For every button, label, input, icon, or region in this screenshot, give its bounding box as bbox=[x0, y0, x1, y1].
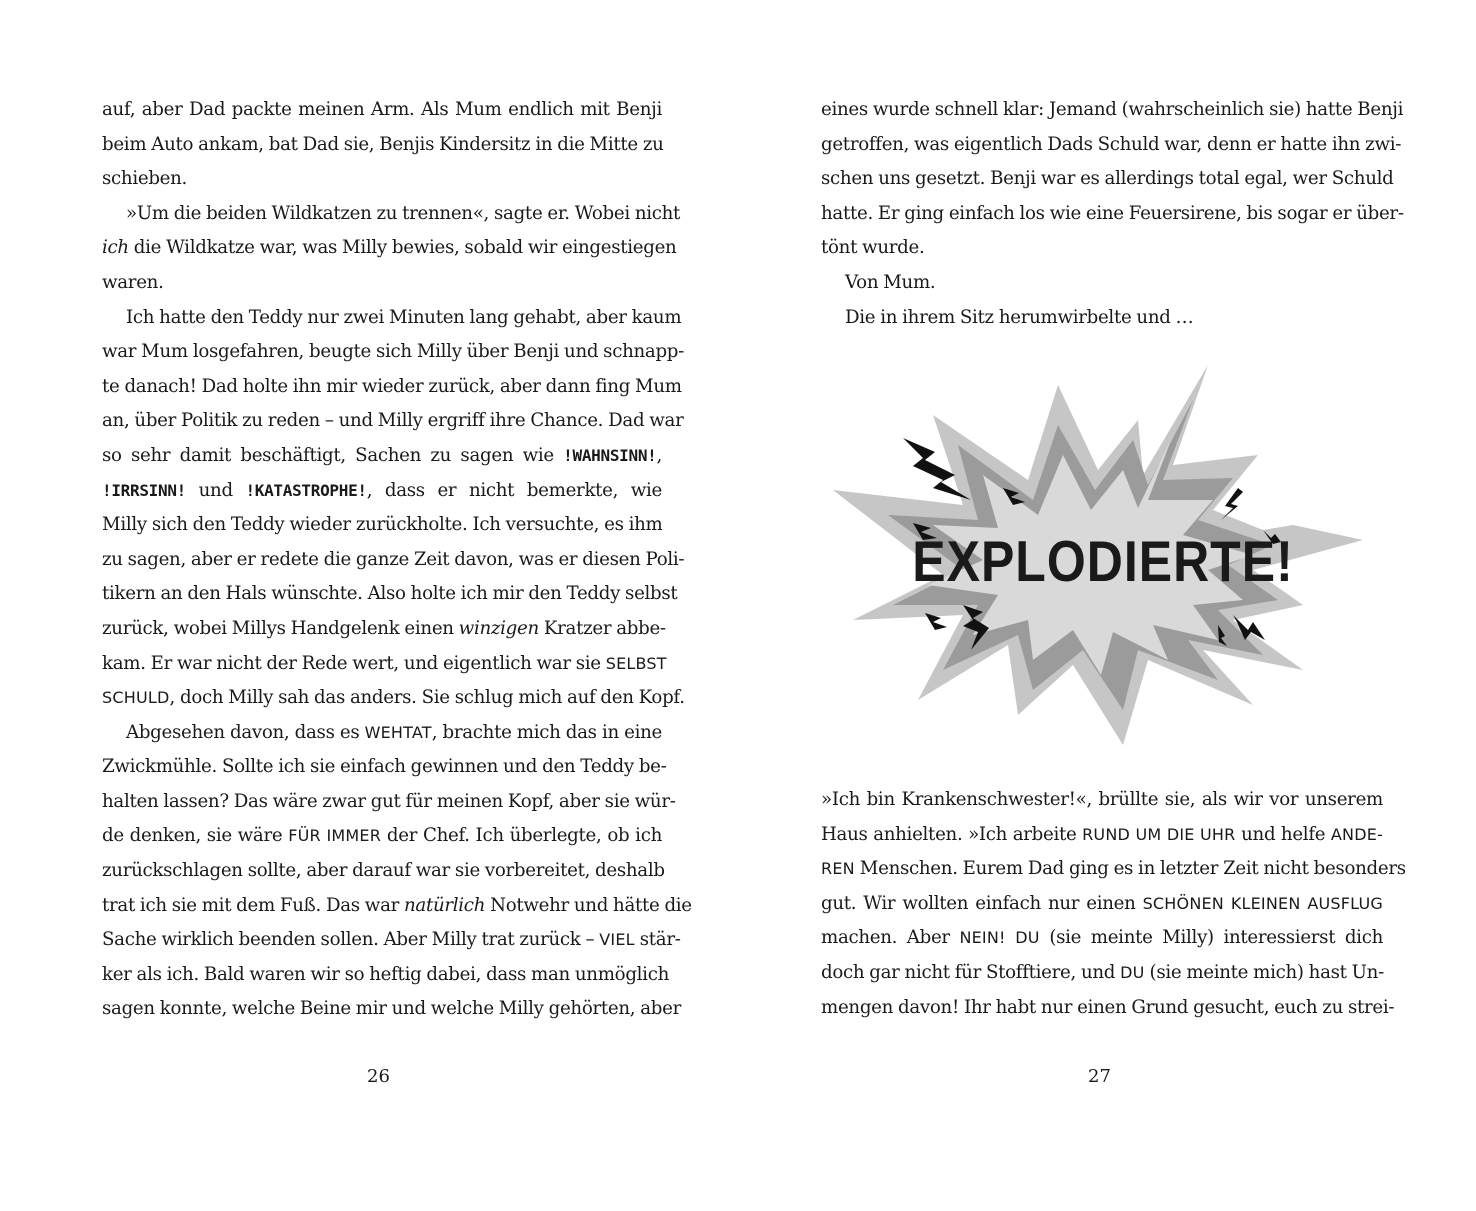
text-line: Sache wirklich beenden sollen. Aber Milly trat zurück – VIEL stär- bbox=[102, 929, 681, 951]
text-line: Abgesehen davon, dass es WEHTAT, brachte mich das in eine bbox=[126, 721, 662, 743]
text-line: zu sagen, aber er redete die ganze Zeit davon, was er diesen Poli- bbox=[102, 548, 685, 570]
text-line: beim Auto ankam, bat Dad sie, Benjis Kindersitz in die Mitte zu bbox=[102, 133, 664, 155]
text-line: Die in ihrem Sitz herumwirbelte und … bbox=[845, 306, 1194, 328]
text-line: halten lassen? Das wäre zwar gut für meinen Kopf, aber sie wür- bbox=[102, 790, 676, 812]
text-line: so sehr damit beschäftigt, Sachen zu sagen wie !WAHNSINN!, bbox=[102, 444, 662, 466]
text-line: Von Mum. bbox=[845, 271, 936, 293]
text-line: Ich hatte den Teddy nur zwei Minuten lang gehabt, aber kaum bbox=[126, 306, 682, 328]
text-line: »Um die beiden Wildkatzen zu trennen«, sagte er. Wobei nicht bbox=[126, 202, 681, 224]
text-line: an, über Politik zu reden – und Milly ergriff ihre Chance. Dad war bbox=[102, 410, 684, 432]
text-line: Zwickmühle. Sollte ich sie einfach gewinnen und den Teddy be- bbox=[102, 756, 667, 778]
text-line: !IRRSINN! und !KATASTROPHE!, dass er nicht bemerkte, wie bbox=[102, 479, 662, 501]
text-line: auf, aber Dad packte meinen Arm. Als Mum endlich mit Benji bbox=[102, 99, 662, 120]
text-line: SCHULD, doch Milly sah das anders. Sie schlug mich auf den Kopf. bbox=[102, 687, 685, 709]
text-line: hatte. Er ging einfach los wie eine Feuersirene, bis sogar er über- bbox=[821, 202, 1404, 224]
right-page bbox=[738, 0, 1476, 1211]
text-line: machen. Aber NEIN! DU (sie meinte Milly) interessierst dich bbox=[821, 927, 1383, 949]
explosion-illustration bbox=[833, 360, 1363, 750]
text-line: tikern an den Hals wünschte. Also holte ich mir den Teddy selbst bbox=[102, 583, 678, 605]
text-line: gut. Wir wollten einfach nur einen SCHÖNEN KLEINEN AUSFLUG bbox=[821, 892, 1384, 914]
text-line: waren. bbox=[102, 271, 164, 293]
text-line: schen uns gesetzt. Benji war es allerdings total egal, wer Schuld bbox=[821, 168, 1394, 190]
text-line: zurück, wobei Millys Handgelenk einen winzigen Kratzer abbe- bbox=[102, 617, 666, 639]
text-line: Haus anhielten. »Ich arbeite RUND UM DIE UHR und helfe ANDE- bbox=[821, 823, 1383, 845]
text-line: de denken, sie wäre FÜR IMMER der Chef. Ich überlegte, ob ich bbox=[102, 825, 662, 847]
text-line: schieben. bbox=[102, 168, 188, 190]
text-line: ker als ich. Bald waren wir so heftig dabei, dass man unmöglich bbox=[102, 963, 669, 985]
text-line: te danach! Dad holte ihn mir wieder zurück, aber dann fing Mum bbox=[102, 375, 682, 397]
page-number: 26 bbox=[367, 1066, 390, 1087]
text-line: zurückschlagen sollte, aber darauf war sie vorbereitet, deshalb bbox=[102, 860, 665, 882]
text-line: eines wurde schnell klar: Jemand (wahrscheinlich sie) hatte Benji bbox=[821, 99, 1404, 120]
left-page-text bbox=[102, 93, 692, 1027]
text-line: ich die Wildkatze war, was Milly bewies, sobald wir eingestiegen bbox=[102, 237, 677, 259]
text-line: mengen davon! Ihr habt nur einen Grund gesucht, euch zu strei- bbox=[821, 996, 1395, 1018]
text-line: tönt wurde. bbox=[821, 237, 925, 259]
text-line: getroffen, was eigentlich Dads Schuld war, denn er hatte ihn zwi- bbox=[821, 133, 1402, 155]
text-line: kam. Er war nicht der Rede wert, und eigentlich war sie SELBST bbox=[102, 652, 667, 674]
text-line: war Mum losgefahren, beugte sich Milly über Benji und schnapp- bbox=[102, 341, 684, 363]
right-page-text-bottom bbox=[821, 783, 1406, 1025]
text-line: doch gar nicht für Stofftiere, und DU (sie meinte mich) hast Un- bbox=[821, 961, 1384, 983]
text-line: Milly sich den Teddy wieder zurückholte. Ich versuchte, es ihm bbox=[102, 514, 663, 536]
text-line: REN Menschen. Eurem Dad ging es in letzter Zeit nicht besonders bbox=[821, 858, 1406, 880]
text-line: »Ich bin Krankenschwester!«, brüllte sie, als wir vor unserem bbox=[821, 789, 1383, 810]
right-page-text-top bbox=[821, 93, 1404, 335]
text-line: sagen konnte, welche Beine mir und welche Milly gehörten, aber bbox=[102, 998, 681, 1020]
page-number: 27 bbox=[1088, 1066, 1111, 1087]
text-line: trat ich sie mit dem Fuß. Das war natürlich Notwehr und hätte die bbox=[102, 894, 692, 916]
explosion-text: EXPLODIERTE! bbox=[912, 529, 1294, 594]
